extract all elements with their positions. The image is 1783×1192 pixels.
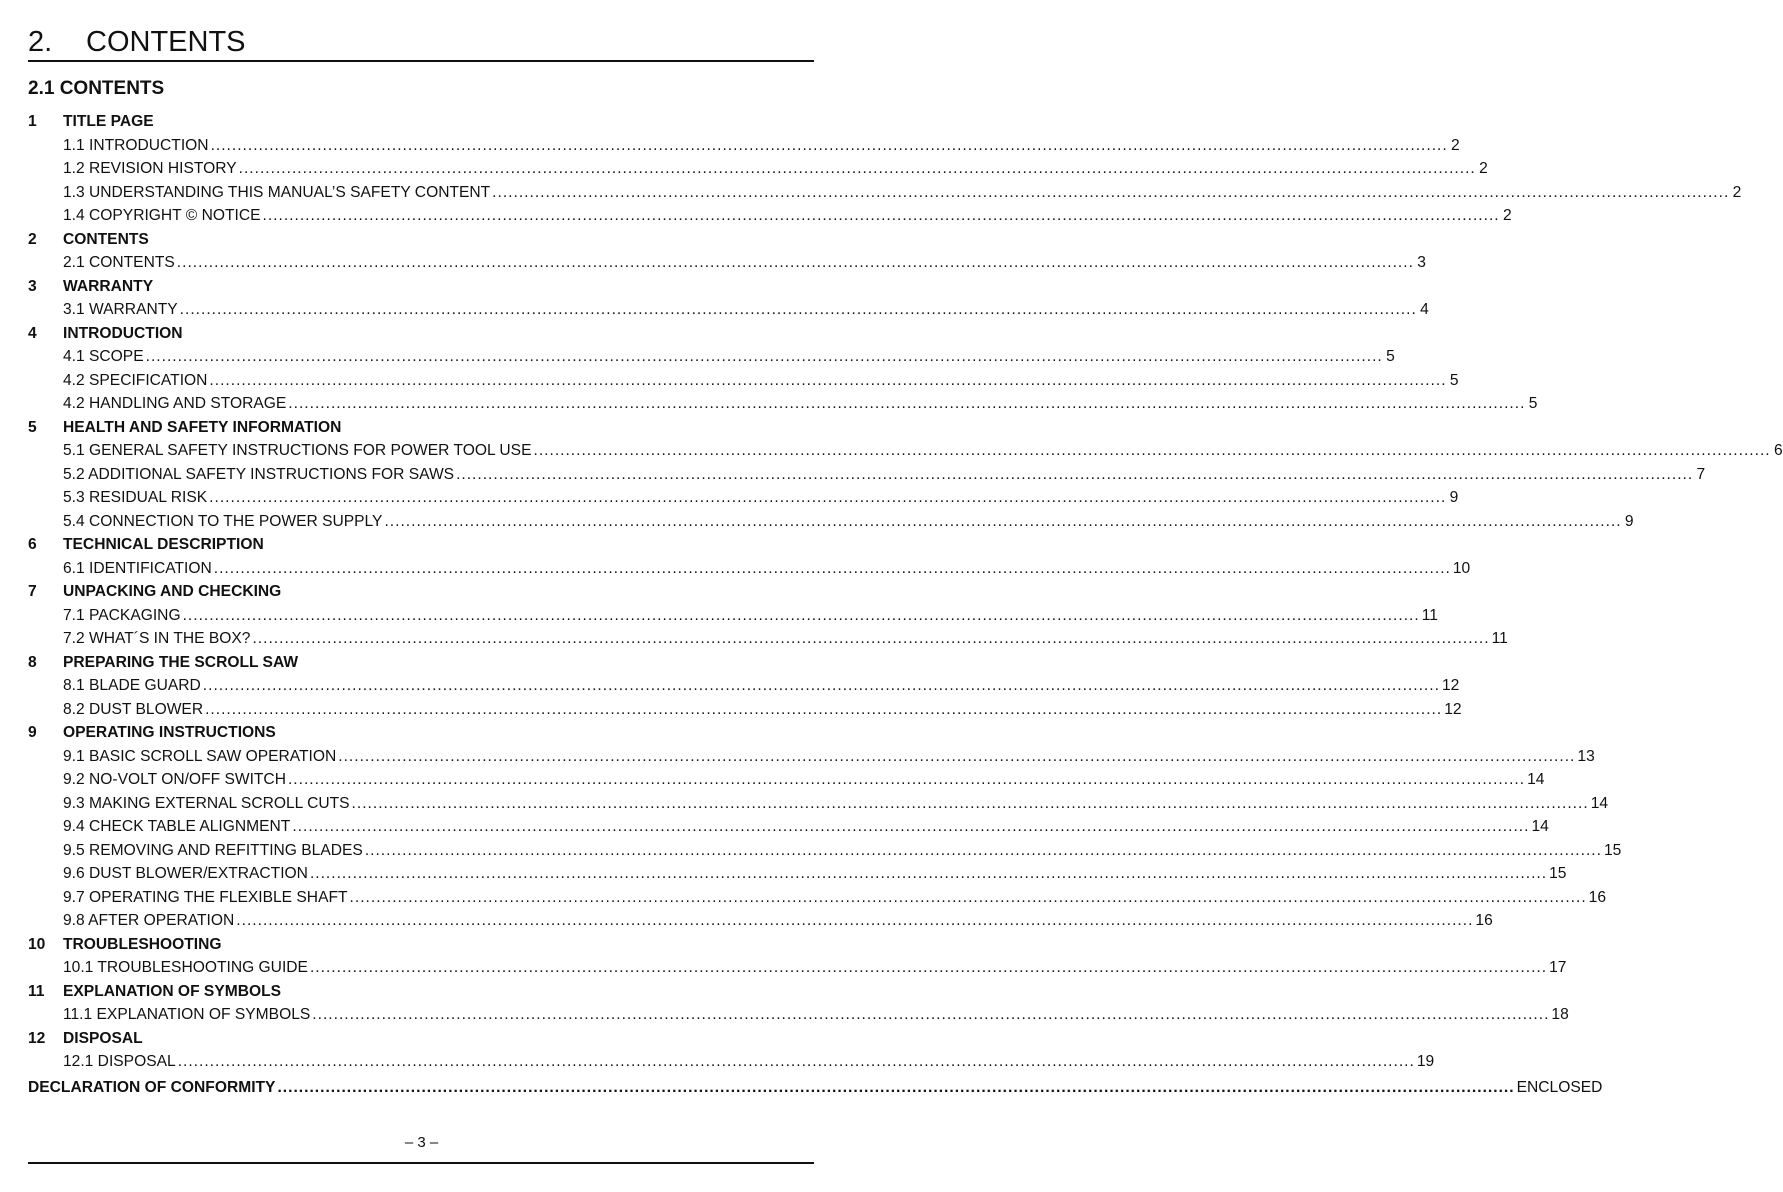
toc-entry[interactable] bbox=[28, 698, 1462, 722]
toc-section-title: UNPACKING AND CHECKING bbox=[63, 583, 282, 600]
toc-final-page: ENCLOSED bbox=[1516, 1078, 1603, 1096]
toc-entry-label: 4.2 SPECIFICATION bbox=[63, 371, 208, 389]
toc-entry-page: 9 bbox=[1449, 489, 1459, 506]
toc-dot-leader bbox=[310, 956, 1547, 980]
toc-entry-page: 11 bbox=[1491, 630, 1508, 647]
toc-dot-leader bbox=[146, 345, 1383, 369]
toc-dot-leader bbox=[236, 909, 1473, 933]
toc-dot-leader bbox=[205, 698, 1442, 722]
toc-entry-page: 2 bbox=[1732, 183, 1742, 201]
toc-dot-leader bbox=[365, 839, 1602, 863]
toc-dot-leader bbox=[214, 557, 1451, 581]
toc-entry-page: 17 bbox=[1549, 959, 1567, 976]
toc-entry[interactable] bbox=[28, 557, 1471, 581]
toc-entry-label: 1.1 INTRODUCTION bbox=[63, 136, 209, 154]
toc-entry-page: 4 bbox=[1420, 301, 1429, 318]
toc-entry[interactable] bbox=[28, 134, 1460, 158]
toc-entry[interactable] bbox=[28, 792, 1609, 816]
toc-entry-label: 5.2 ADDITIONAL SAFETY INSTRUCTIONS FOR SAWS bbox=[63, 465, 455, 483]
toc-entry-page: 2 bbox=[1451, 136, 1460, 154]
toc-entry-page: 11 bbox=[1421, 606, 1438, 624]
toc-entry[interactable] bbox=[28, 1003, 1569, 1027]
toc-section-title: WARRANTY bbox=[63, 277, 154, 295]
toc-section-heading bbox=[28, 980, 814, 1004]
toc-entry-label: 7.1 PACKAGING bbox=[63, 606, 181, 624]
toc-dot-leader bbox=[239, 157, 1476, 181]
toc-entry-label: 2.1 CONTENTS bbox=[63, 254, 175, 271]
toc-section-title: HEALTH AND SAFETY INFORMATION bbox=[63, 418, 342, 436]
toc-entry-label: 9.4 CHECK TABLE ALIGNMENT bbox=[63, 818, 291, 835]
toc-entry-label: 9.2 NO-VOLT ON/OFF SWITCH bbox=[63, 771, 286, 788]
toc-section-title: DISPOSAL bbox=[63, 1029, 143, 1047]
toc-entry-label: 9.7 OPERATING THE FLEXIBLE SHAFT bbox=[63, 888, 348, 906]
toc-section-number: 6 bbox=[28, 536, 37, 553]
toc-entry[interactable] bbox=[28, 768, 1545, 792]
toc-section-heading bbox=[28, 275, 814, 299]
toc-entry-page: 14 bbox=[1527, 771, 1545, 788]
toc-entry[interactable] bbox=[28, 157, 1488, 181]
toc-dot-leader bbox=[352, 792, 1589, 816]
toc-entry[interactable] bbox=[28, 627, 1508, 651]
toc-entry[interactable] bbox=[28, 956, 1567, 980]
toc-entry[interactable] bbox=[28, 1050, 1435, 1074]
toc-section-number: 3 bbox=[28, 277, 37, 295]
toc-entry-label: 9.6 DUST BLOWER/EXTRACTION bbox=[63, 865, 308, 882]
toc-entry-label: 5.3 RESIDUAL RISK bbox=[63, 489, 208, 506]
toc-entry[interactable] bbox=[28, 486, 1459, 510]
toc-section-number: 11 bbox=[28, 982, 45, 1000]
toc-entry[interactable] bbox=[28, 392, 1538, 416]
toc-dot-leader bbox=[263, 204, 1500, 228]
toc-entry-page: 5 bbox=[1449, 371, 1459, 389]
toc-section-heading bbox=[28, 651, 814, 675]
toc-section-title: INTRODUCTION bbox=[63, 324, 183, 342]
toc-entry[interactable] bbox=[28, 862, 1567, 886]
toc-section-heading bbox=[28, 322, 814, 346]
toc-entry[interactable] bbox=[28, 251, 1426, 275]
page-heading-number: 2. bbox=[28, 26, 53, 58]
toc-entry-label: 9.8 AFTER OPERATION bbox=[63, 912, 235, 929]
toc-entry-page: 12 bbox=[1444, 700, 1462, 718]
toc-section-title: PREPARING THE SCROLL SAW bbox=[63, 653, 299, 671]
toc-section-heading bbox=[28, 721, 814, 745]
toc-dot-leader bbox=[384, 510, 1621, 534]
toc-entry-page: 18 bbox=[1551, 1006, 1569, 1023]
toc-entry-page: 16 bbox=[1475, 912, 1493, 929]
section-subheading: 2.1 CONTENTS bbox=[28, 78, 165, 99]
toc-section-title: OPERATING INSTRUCTIONS bbox=[63, 724, 276, 741]
toc-section-number: 8 bbox=[28, 653, 37, 671]
toc-dot-leader bbox=[312, 1003, 1549, 1027]
toc-dot-leader bbox=[252, 627, 1489, 651]
toc-dot-leader bbox=[338, 745, 1575, 769]
toc-dot-leader bbox=[203, 674, 1440, 698]
toc-entry-label: 12.1 DISPOSAL bbox=[63, 1053, 176, 1070]
toc-entry[interactable] bbox=[28, 510, 1634, 534]
toc-entry-label: 4.2 HANDLING AND STORAGE bbox=[63, 395, 287, 412]
toc-section-number: 7 bbox=[28, 583, 37, 600]
toc-final-entry[interactable] bbox=[28, 1076, 1603, 1100]
toc-section-title: TITLE PAGE bbox=[63, 113, 154, 130]
page-heading bbox=[28, 24, 814, 62]
toc-entry-page: 10 bbox=[1452, 559, 1471, 577]
toc-section-title: EXPLANATION OF SYMBOLS bbox=[63, 982, 282, 1000]
toc-section-heading bbox=[28, 533, 814, 557]
toc-entry-label: 5.4 CONNECTION TO THE POWER SUPPLY bbox=[63, 512, 383, 530]
toc-entry-label: 3.1 WARRANTY bbox=[63, 301, 178, 318]
toc-entry-label: 1.4 COPYRIGHT © NOTICE bbox=[63, 207, 261, 224]
toc-section-title: CONTENTS bbox=[63, 230, 149, 248]
toc-entry-page: 3 bbox=[1417, 254, 1426, 271]
toc-dot-leader bbox=[177, 251, 1414, 275]
toc-section-heading bbox=[28, 228, 814, 252]
toc-entry-label: 8.1 BLADE GUARD bbox=[63, 677, 201, 694]
toc-entry[interactable] bbox=[28, 909, 1493, 933]
toc-entry-page: 19 bbox=[1416, 1053, 1435, 1070]
page-number: – 3 – bbox=[404, 1134, 439, 1151]
toc-dot-leader bbox=[209, 486, 1446, 510]
toc-section-number: 1 bbox=[28, 113, 37, 130]
toc-entry-label: 9.1 BASIC SCROLL SAW OPERATION bbox=[63, 747, 337, 765]
toc-entry-page: 7 bbox=[1696, 465, 1706, 483]
toc-entry-page: 14 bbox=[1590, 794, 1609, 812]
page-heading-title: CONTENTS bbox=[86, 26, 246, 58]
toc-entry[interactable] bbox=[28, 369, 1459, 393]
toc-entry-label: 5.1 GENERAL SAFETY INSTRUCTIONS FOR POWER TOOL USE bbox=[63, 442, 532, 459]
toc-dot-leader bbox=[350, 886, 1587, 910]
toc-entry[interactable] bbox=[28, 181, 1742, 205]
toc-entry[interactable] bbox=[28, 745, 1595, 769]
toc-dot-leader bbox=[183, 604, 1420, 628]
toc-entry[interactable] bbox=[28, 439, 1783, 463]
toc-entry-page: 12 bbox=[1441, 677, 1460, 694]
table-of-contents bbox=[28, 110, 1783, 1099]
toc-entry-label: 9.3 MAKING EXTERNAL SCROLL CUTS bbox=[63, 794, 350, 812]
toc-entry-label: 8.2 DUST BLOWER bbox=[63, 700, 204, 718]
toc-section-number: 12 bbox=[28, 1029, 46, 1047]
toc-dot-leader bbox=[180, 298, 1417, 322]
toc-dot-leader bbox=[209, 369, 1446, 393]
toc-section-heading bbox=[28, 416, 814, 440]
toc-entry-label: 7.2 WHAT´S IN THE BOX? bbox=[63, 630, 251, 647]
toc-entry-label: 4.1 SCOPE bbox=[63, 348, 144, 365]
toc-section-heading bbox=[28, 580, 814, 604]
toc-entry[interactable] bbox=[28, 463, 1706, 487]
toc-entry[interactable] bbox=[28, 204, 1512, 228]
toc-section-heading bbox=[28, 1027, 814, 1051]
toc-entry-page: 16 bbox=[1588, 888, 1607, 906]
toc-entry-label: 1.3 UNDERSTANDING THIS MANUAL’S SAFETY CONTENT bbox=[63, 183, 491, 201]
toc-entry-page: 6 bbox=[1773, 442, 1783, 459]
toc-section-title: TROUBLESHOOTING bbox=[63, 935, 222, 953]
toc-section-number: 5 bbox=[28, 418, 37, 436]
toc-dot-leader bbox=[492, 181, 1729, 205]
toc-dot-leader bbox=[456, 463, 1693, 487]
toc-final-label: DECLARATION OF CONFORMITY bbox=[28, 1078, 276, 1096]
toc-entry-page: 13 bbox=[1577, 747, 1595, 765]
toc-section-title: TECHNICAL DESCRIPTION bbox=[63, 536, 264, 553]
toc-section-heading bbox=[28, 933, 814, 957]
footer-rule bbox=[28, 1162, 814, 1164]
toc-dot-leader bbox=[292, 815, 1529, 839]
toc-entry[interactable] bbox=[28, 815, 1549, 839]
toc-entry-page: 5 bbox=[1528, 395, 1538, 412]
toc-entry-label: 6.1 IDENTIFICATION bbox=[63, 559, 212, 577]
toc-entry-page: 5 bbox=[1386, 348, 1395, 365]
toc-entry-page: 2 bbox=[1502, 207, 1512, 224]
toc-entry-label: 9.5 REMOVING AND REFITTING BLADES bbox=[63, 841, 363, 859]
toc-section-number: 9 bbox=[28, 724, 37, 741]
toc-section-number: 2 bbox=[28, 230, 37, 248]
toc-dot-leader bbox=[288, 392, 1525, 416]
toc-entry[interactable] bbox=[28, 345, 1395, 369]
toc-entry-page: 2 bbox=[1479, 160, 1488, 177]
toc-dot-leader bbox=[533, 439, 1770, 463]
toc-entry-page: 14 bbox=[1531, 818, 1549, 835]
toc-dot-leader bbox=[310, 862, 1547, 886]
toc-dot-leader bbox=[211, 134, 1448, 158]
toc-dot-leader bbox=[277, 1076, 1514, 1100]
toc-entry-page: 9 bbox=[1624, 512, 1634, 530]
toc-entry-page: 15 bbox=[1549, 865, 1567, 882]
toc-entry-label: 10.1 TROUBLESHOOTING GUIDE bbox=[63, 959, 308, 976]
toc-entry-label: 1.2 REVISION HISTORY bbox=[63, 160, 237, 177]
toc-entry[interactable] bbox=[28, 674, 1460, 698]
toc-section-number: 10 bbox=[28, 935, 46, 953]
toc-dot-leader bbox=[178, 1050, 1415, 1074]
toc-section-heading bbox=[28, 110, 814, 134]
toc-entry[interactable] bbox=[28, 298, 1429, 322]
toc-entry[interactable] bbox=[28, 839, 1622, 863]
toc-entry-page: 15 bbox=[1603, 841, 1622, 859]
toc-dot-leader bbox=[288, 768, 1525, 792]
toc-entry-label: 11.1 EXPLANATION OF SYMBOLS bbox=[63, 1006, 311, 1023]
toc-entry[interactable] bbox=[28, 886, 1607, 910]
toc-section-number: 4 bbox=[28, 324, 37, 342]
toc-entry[interactable] bbox=[28, 604, 1438, 628]
